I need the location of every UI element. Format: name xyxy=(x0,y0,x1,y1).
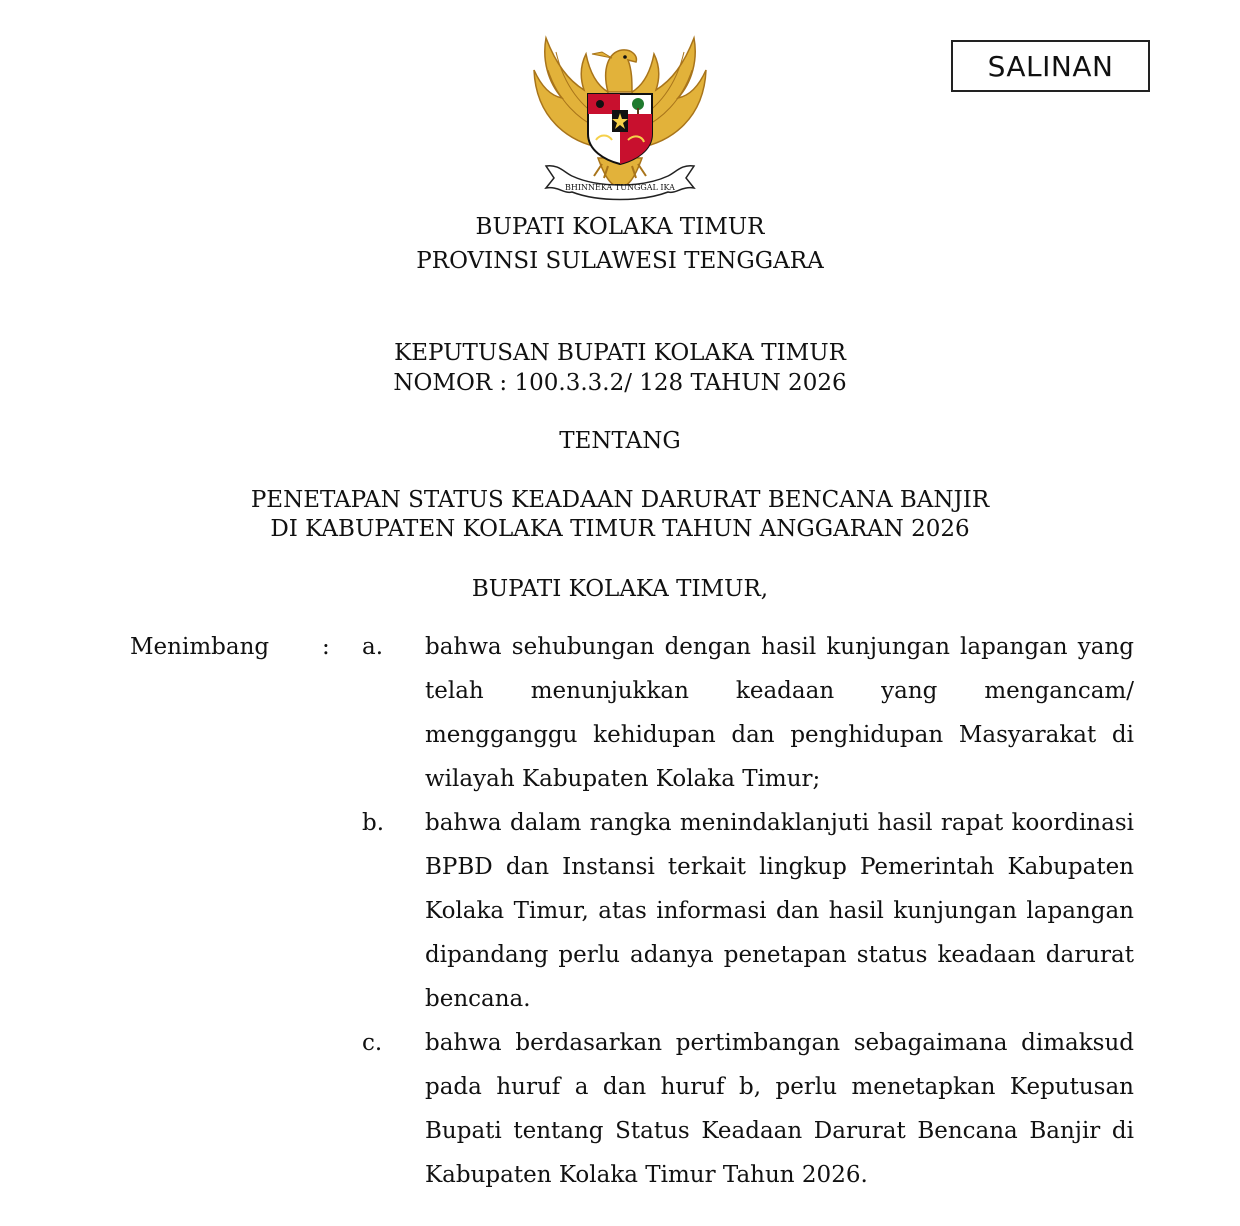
decree-subject-line2: DI KABUPATEN KOLAKA TIMUR TAHUN ANGGARAN 2026 xyxy=(270,516,970,542)
considering-item-letter: c. xyxy=(362,1030,383,1056)
decree-subject-line1: PENETAPAN STATUS KEADAAN DARURAT BENCANA BANJIR xyxy=(250,487,990,513)
considering-item-letter: b. xyxy=(362,810,385,836)
salinan-stamp: SALINAN xyxy=(951,40,1150,92)
considering-item-text: bahwa berdasarkan pertimbangan sebagaimana dimaksud pada huruf a dan huruf b, perlu menetapkan Keputusan Bupati tentang Status Keadaan Darurat Bencana Banjir di Kabupaten Kolaka Timur Tahun 2026. xyxy=(425,1030,1134,1188)
garuda-emblem-icon xyxy=(528,30,712,206)
decree-number: NOMOR : 100.3.3.2/ 128 TAHUN 2026 xyxy=(393,370,847,396)
decree-issuer: BUPATI KOLAKA TIMUR, xyxy=(471,576,769,602)
decree-about: TENTANG xyxy=(559,428,681,454)
emblem-motto: BHINNEKA TUNGGAL IKA xyxy=(565,183,675,192)
considering-item-letter: a. xyxy=(362,634,384,660)
considering-label: Menimbang xyxy=(130,634,270,660)
decree-title: KEPUTUSAN BUPATI KOLAKA TIMUR xyxy=(394,340,846,366)
considering-item-text: bahwa dalam rangka menindaklanjuti hasil rapat koordinasi BPBD dan Instansi terkait lingkup Pemerintah Kabupaten Kolaka Timur, atas informasi dan hasil kunjungan lapangan dipandang perlu adanya penetapan status keadaan darurat bencana. xyxy=(425,810,1134,1012)
considering-item-text: bahwa sehubungan dengan hasil kunjungan lapangan yang telah menunjukkan keadaan yang mengancam/ mengganggu kehidupan dan penghidupan Masyarakat di wilayah Kabupaten Kolaka Timur; xyxy=(425,634,1134,792)
regent-heading: BUPATI KOLAKA TIMUR xyxy=(475,214,765,240)
considering-colon: : xyxy=(322,634,330,660)
province-heading: PROVINSI SULAWESI TENGGARA xyxy=(416,248,824,274)
